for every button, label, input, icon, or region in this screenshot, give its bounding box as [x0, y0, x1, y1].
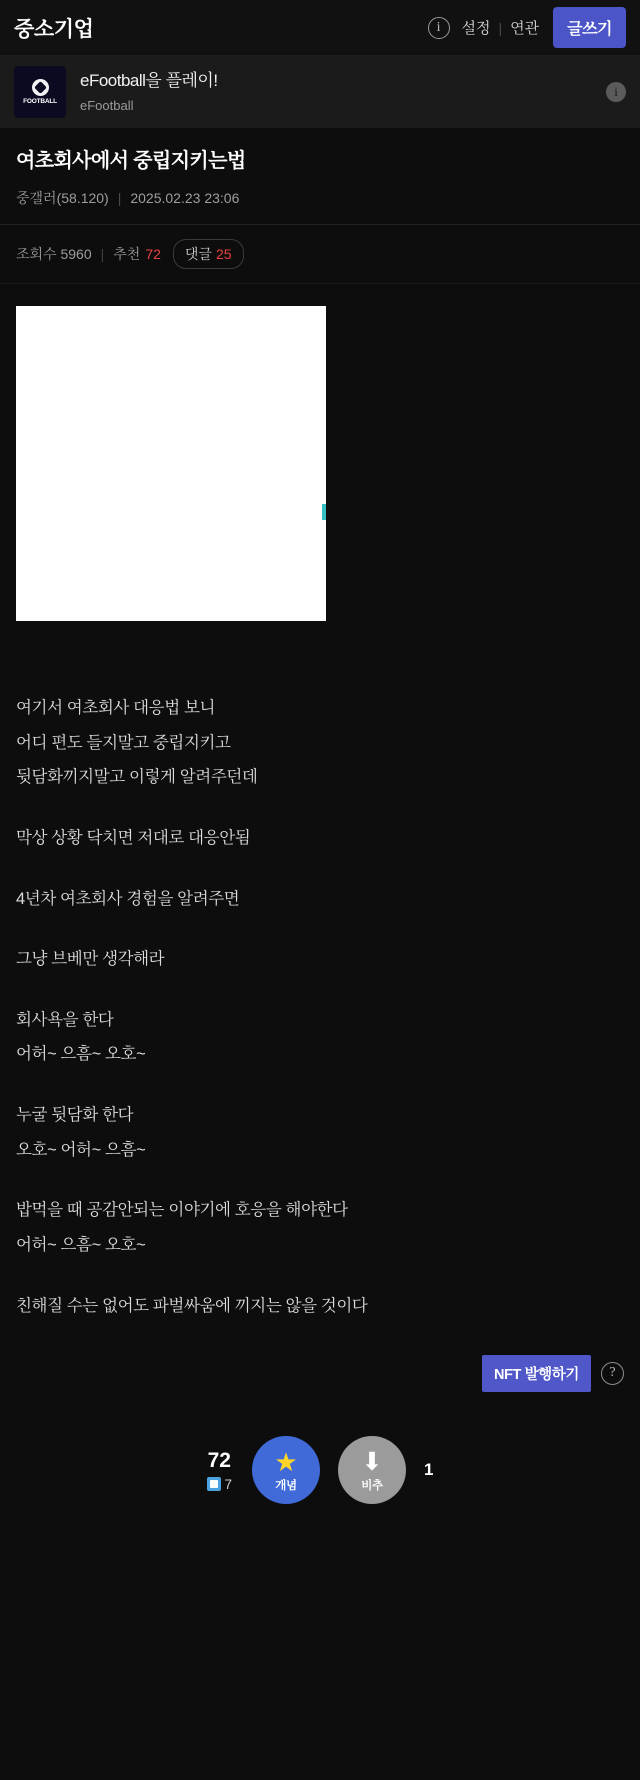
ad-info-icon[interactable]: i	[606, 82, 626, 102]
paragraph-gap	[16, 795, 624, 821]
downvote-button[interactable]	[338, 1436, 406, 1504]
paragraph-gap	[16, 1263, 624, 1289]
down-arrow-icon: ⬇	[361, 1447, 383, 1476]
post-text	[16, 691, 624, 1323]
post-line: 친해질 수는 없어도 파벌싸움에 끼지는 않을 것이다	[16, 1296, 368, 1315]
post-header	[0, 128, 640, 225]
post-stats	[0, 225, 640, 284]
comment-count: 25	[215, 246, 232, 262]
post-line: 어허~ 으흠~ 오호~	[16, 1236, 146, 1255]
top-bar	[0, 0, 640, 56]
ad-text-group	[80, 70, 218, 114]
upvote-counts	[207, 1449, 233, 1492]
advertisement-banner[interactable]	[0, 56, 640, 128]
post-line: 누굴 뒷담화 한다	[16, 1106, 134, 1125]
comment-count-pill[interactable]	[173, 239, 244, 269]
paragraph-gap	[16, 977, 624, 1003]
ad-app-icon	[14, 66, 66, 118]
post-line: 그냥 브베만 생각해라	[16, 950, 165, 969]
recommend-label: 추천	[113, 246, 141, 262]
settings-link[interactable]: 설정	[461, 20, 491, 37]
post-meta	[16, 188, 624, 208]
post-line: 뒷담화끼지말고 이렇게 알려주던데	[16, 768, 258, 787]
info-circle-icon[interactable]: i	[428, 17, 450, 39]
fixed-post-icon	[207, 1477, 221, 1491]
post-line: 어허~ 으흠~ 오호~	[16, 1045, 146, 1064]
ad-logo-text: FOOTBALL	[23, 98, 57, 105]
vote-area	[0, 1436, 640, 1544]
post-body	[0, 284, 640, 1333]
sub-count-group	[207, 1477, 233, 1492]
post-line: 회사욕을 한다	[16, 1010, 114, 1029]
post-line: 오호~ 어허~ 으흠~	[16, 1140, 146, 1159]
image-edge-accent	[322, 504, 326, 520]
post-line: 4년차 여초회사 경험을 알려주면	[16, 889, 240, 908]
star-icon: ★	[274, 1447, 298, 1478]
paragraph-gap	[16, 916, 624, 942]
post-image[interactable]	[16, 306, 326, 621]
nft-issue-button[interactable]: NFT 발행하기	[482, 1355, 591, 1392]
upvote-label: 개념	[275, 1480, 297, 1493]
related-link[interactable]: 연관	[510, 20, 540, 37]
stats-separator: |	[100, 246, 105, 262]
post-datetime: 2025.02.23 23:06	[130, 190, 240, 206]
post-title: 여초회사에서 중립지키는법	[16, 150, 246, 172]
meta-separator: |	[117, 190, 122, 206]
upvote-count: 72	[207, 1448, 231, 1472]
top-bar-separator: |	[498, 19, 503, 36]
paragraph-gap	[16, 1072, 624, 1098]
post-line: 여기서 여초회사 대응법 보니	[16, 699, 216, 717]
recommend-count: 72	[145, 246, 161, 262]
efootball-ball-icon	[32, 79, 49, 96]
post-line: 어디 편도 들지말고 중립지키고	[16, 733, 231, 752]
question-mark-icon[interactable]: ?	[601, 1362, 624, 1385]
post-author[interactable]: 중갤러(58.120)	[16, 190, 109, 206]
post-line: 밥먹을 때 공감안되는 이야기에 호응을 해야한다	[16, 1201, 348, 1220]
paragraph-gap	[16, 1167, 624, 1193]
view-count: 조회수 5960	[16, 246, 92, 262]
ad-title: eFootball을 플레이!	[80, 70, 218, 90]
write-post-button[interactable]: 글쓰기	[553, 7, 626, 48]
ad-subtitle: eFootball	[80, 97, 134, 113]
top-bar-actions	[428, 7, 626, 48]
post-line: 막상 상황 닥치면 저대로 대응안됨	[16, 828, 251, 847]
paragraph-gap	[16, 856, 624, 882]
nft-row	[0, 1333, 640, 1392]
downvote-count: 1	[424, 1460, 434, 1480]
upvote-button[interactable]	[252, 1436, 320, 1504]
downvote-label: 비추	[361, 1479, 383, 1492]
comment-label: 댓글	[184, 246, 212, 262]
sub-count: 7	[224, 1476, 233, 1492]
gallery-title[interactable]: 중소기업	[14, 17, 94, 41]
